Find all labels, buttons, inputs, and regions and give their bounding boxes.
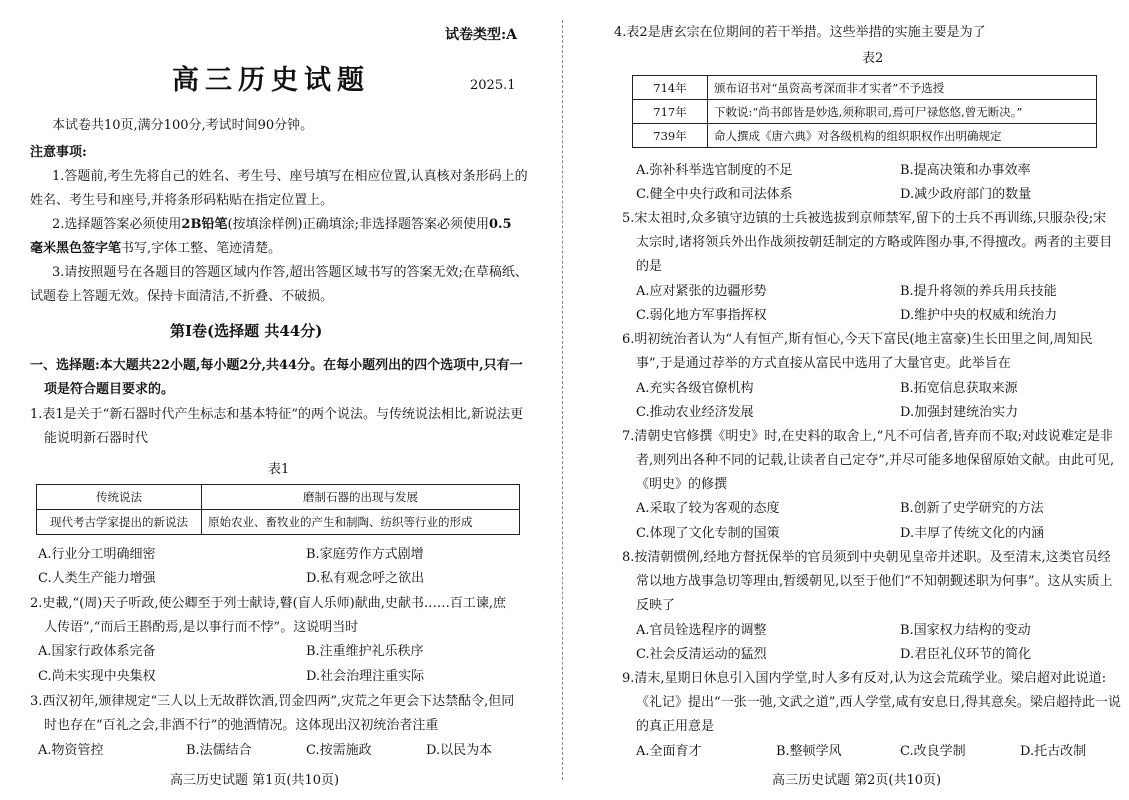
table-cell: 原始农业、畜牧业的产生和制陶、纺织等行业的形成 — [202, 510, 520, 535]
option-d[interactable]: D.托古改制 — [1020, 744, 1087, 759]
option-d[interactable]: D.以民为本 — [426, 743, 493, 758]
option-a[interactable]: A.弥补科举选官制度的不足 — [636, 163, 793, 178]
option-b[interactable]: B.拓宽信息获取来源 — [900, 381, 1018, 396]
option-c[interactable]: C.推动农业经济发展 — [636, 405, 754, 420]
option-a[interactable]: A.物资管控 — [38, 743, 104, 758]
table-cell: 命人撰成《唐六典》对各级机构的组织职权作出明确规定 — [708, 124, 1097, 148]
option-d[interactable]: D.君臣礼仪环节的简化 — [900, 647, 1032, 662]
question-5-stem: 的是 — [636, 259, 663, 274]
question-7-stem: 《明史》的修撰 — [636, 477, 728, 492]
section-instructions: 项是符合题目要求的。 — [44, 382, 175, 397]
question-6-stem: 事”,于是通过荐举的方式直接从富民中选用了大量官吏。此举旨在 — [636, 356, 1011, 371]
notice-line: 试题卷上答题无效。保持卡面清洁,不折叠、不破损。 — [30, 289, 334, 304]
question-5-stem: 太宗时,诸将领兵外出作战须按朝廷制定的方略或阵图办事,不得擅改。两者的主要目 — [636, 235, 1113, 250]
table-cell: 739年 — [633, 124, 708, 148]
table-cell: 717年 — [633, 100, 708, 124]
table-1 — [36, 484, 520, 535]
option-c[interactable]: C.社会反清运动的猛烈 — [636, 647, 767, 662]
table-cell: 下敕说:“尚书郎皆是妙选,须称职司,焉可尸禄悠悠,曾无断决。” — [708, 100, 1097, 124]
table-cell: 颁布诏书对“虽资高考深而非才实者”不予选授 — [708, 76, 1097, 100]
option-a[interactable]: A.全面育才 — [636, 744, 702, 759]
option-c[interactable]: C.弱化地方军事指挥权 — [636, 308, 767, 323]
table-2 — [632, 75, 1097, 148]
paper-type: 试卷类型:A — [445, 27, 518, 43]
intro-text: 本试卷共10页,满分100分,考试时间90分钟。 — [52, 118, 314, 133]
option-d[interactable]: D.丰厚了传统文化的内涵 — [900, 526, 1045, 541]
question-3-stem: 时也存在“百礼之会,非酒不行”的弛酒情况。这体现出汉初统治者注重 — [44, 718, 439, 733]
question-8-stem: 8.按清朝惯例,经地方督抚保举的官员须到中央朝见皇帝并述职。及至清末,这类官员经 — [622, 550, 1111, 565]
question-1-stem: 1.表1是关于“新石器时代产生标志和基本特征”的两个说法。与传统说法相比,新说法更 — [30, 407, 524, 422]
question-9-stem: 的真正用意是 — [636, 719, 715, 734]
option-a[interactable]: A.行业分工明确细密 — [38, 547, 156, 562]
option-a[interactable]: A.官员铨选程序的调整 — [636, 623, 767, 638]
option-b[interactable]: B.法儒结合 — [186, 743, 252, 758]
table-cell: 传统说法 — [37, 485, 202, 510]
option-b[interactable]: B.提高决策和办事效率 — [900, 163, 1031, 178]
notice-line: 1.答题前,考生先将自己的姓名、考生号、座号填写在相应位置,认真核对条形码上的 — [52, 169, 528, 184]
page-footer: 高三历史试题 第2页(共10页) — [772, 773, 942, 788]
table-1-caption: 表1 — [268, 462, 290, 477]
option-b[interactable]: B.创新了史学研究的方法 — [900, 501, 1044, 516]
option-c[interactable]: C.改良学制 — [900, 744, 966, 759]
option-c[interactable]: C.体现了文化专制的国策 — [636, 526, 780, 541]
option-d[interactable]: D.私有观念呼之欲出 — [306, 571, 425, 586]
option-c[interactable]: C.按需施政 — [306, 743, 372, 758]
page-footer: 高三历史试题 第1页(共10页) — [170, 773, 340, 788]
exam-page-2 — [600, 0, 1121, 800]
question-9-stem: 9.清末,星期日休息引入国内学堂,时人多有反对,认为这会荒疏学业。梁启超对此说道: — [622, 671, 1107, 686]
question-8-stem: 常以地方战事急切等理由,暂缓朝见,以至于他们“不知朝觐述职为何事”。这从实质上 — [636, 574, 1113, 589]
notice-line: 3.请按照题号在各题目的答题区域内作答,超出答题区域书写的答案无效;在草稿纸、 — [52, 265, 528, 280]
question-2-stem: 2.史載,“(周)天子听政,使公卿至于列士献诗,瞽(盲人乐师)献曲,史献书……百工谏,庶 — [30, 596, 506, 611]
option-c[interactable]: C.尚未实现中央集权 — [38, 669, 156, 684]
question-6-stem: 6.明初统治者认为“人有恒产,斯有恒心,今天下富民(地主富豪)生长田里之间,周知民 — [622, 332, 1093, 347]
exam-date: 2025.1 — [470, 78, 516, 93]
question-9-stem: 《礼记》提出“一张一弛,文武之道”,西人学堂,咸有安息日,得其意矣。梁启超持此一说 — [636, 695, 1121, 710]
question-7-stem: 者,则列出各种不同的记载,让读者自己定夺”,并尽可能多地保留原始文献。由此可见, — [636, 453, 1115, 468]
option-b[interactable]: B.家庭劳作方式剧增 — [306, 547, 424, 562]
question-2-stem: 人传语”,“而后王斟酌焉,是以事行而不悖”。这说明当时 — [44, 620, 359, 635]
option-a[interactable]: A.国家行政体系完备 — [38, 644, 156, 659]
notice-heading: 注意事项: — [30, 145, 87, 160]
option-b[interactable]: B.提升将领的养兵用兵技能 — [900, 284, 1057, 299]
table-cell: 磨制石器的出现与发展 — [202, 485, 520, 510]
page-divider — [562, 20, 563, 780]
section-title: 第Ⅰ卷(选择题 共44分) — [170, 322, 323, 340]
notice-line: 姓名、考生号和座号,并将条形码粘贴在指定位置上。 — [30, 193, 334, 208]
option-d[interactable]: D.减少政府部门的数量 — [900, 187, 1032, 202]
question-4-stem: 4.表2是唐玄宗在位期间的若干举措。这些举措的实施主要是为了 — [614, 25, 986, 40]
option-d[interactable]: D.维护中央的权威和统治力 — [900, 308, 1058, 323]
table-cell: 现代考古学家提出的新说法 — [37, 510, 202, 535]
section-instructions: 一、选择题:本大题共22小题,每小题2分,共44分。在每小题列出的四个选项中,只有一 — [30, 358, 523, 373]
option-b[interactable]: B.注重维护礼乐秩序 — [306, 644, 424, 659]
option-a[interactable]: A.应对紧张的边疆形势 — [636, 284, 767, 299]
notice-line: 毫米黑色签字笔书写,字体工整、笔迹清楚。 — [30, 241, 282, 256]
option-a[interactable]: A.采取了较为客观的态度 — [636, 501, 780, 516]
table-cell: 714年 — [633, 76, 708, 100]
option-d[interactable]: D.加强封建统治实力 — [900, 405, 1019, 420]
exam-page-1 — [30, 0, 530, 800]
table-2-caption: 表2 — [862, 51, 884, 66]
question-5-stem: 5.宋太祖时,众多镇守边镇的士兵被选拔到京师禁军,留下的士兵不再训练,只服杂役;宋 — [622, 211, 1107, 226]
option-c[interactable]: C.健全中央行政和司法体系 — [636, 187, 793, 202]
page-title: 高三历史试题 — [172, 65, 370, 96]
option-b[interactable]: B.整顿学风 — [776, 744, 842, 759]
notice-line: 2.选择题答案必须使用2B铅笔(按填涂样例)正确填涂;非选择题答案必须使用0.5 — [52, 217, 512, 232]
question-1-stem: 能说明新石器时代 — [44, 431, 149, 446]
question-7-stem: 7.清朝史官修撰《明史》时,在史料的取舍上,“凡不可信者,皆弃而不取;对歧说难定是非 — [622, 429, 1113, 444]
option-c[interactable]: C.人类生产能力增强 — [38, 571, 156, 586]
question-8-stem: 反映了 — [636, 598, 676, 613]
option-b[interactable]: B.国家权力结构的变动 — [900, 623, 1031, 638]
option-d[interactable]: D.社会治理注重实际 — [306, 669, 425, 684]
question-3-stem: 3.西汉初年,颁律规定“三人以上无故群饮酒,罚金四两”,灾荒之年更会下达禁酤令,但同 — [30, 694, 515, 709]
option-a[interactable]: A.充实各级官僚机构 — [636, 381, 754, 396]
